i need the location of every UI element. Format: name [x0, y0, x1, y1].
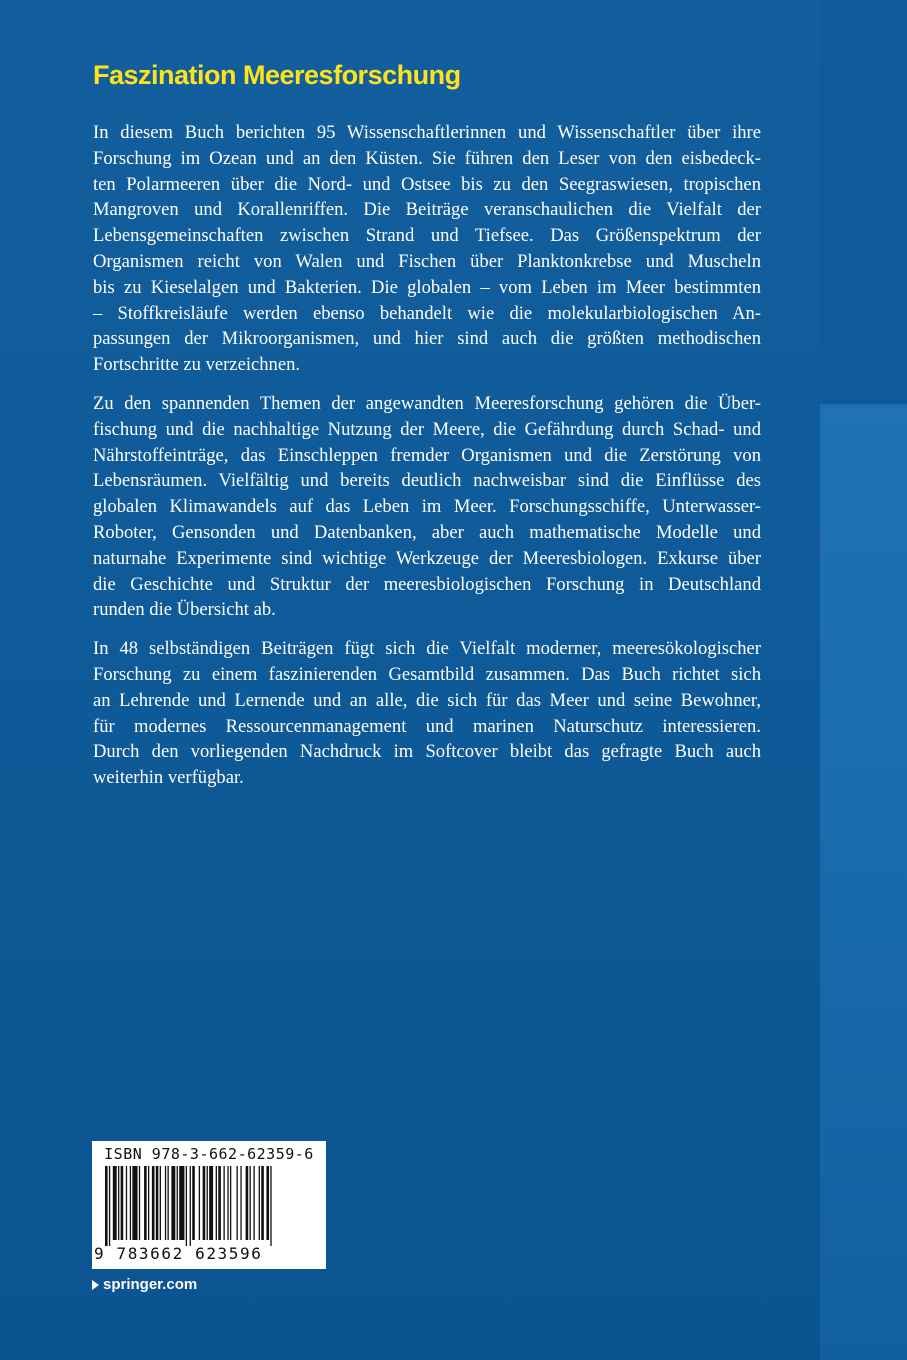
barcode-bar [209, 1166, 213, 1240]
blurb-paragraph-1 [93, 120, 761, 378]
barcode-bar [259, 1166, 260, 1240]
barcode-bar [223, 1166, 224, 1240]
barcode-bar [218, 1166, 221, 1240]
text-line: bis zu Kieselalgen und Bakterien. Die globalen – vom Leben im Meer bestimmten [93, 276, 761, 298]
barcode-bar [121, 1166, 124, 1240]
decorative-band-top [820, 0, 907, 404]
barcode-bar [190, 1166, 191, 1246]
text-line: globalen Klimawandels auf das Leben im Meer. Forschungsschiffe, Unterwasser- [93, 496, 761, 518]
isbn-label: ISBN 978-3-662-62359-6 [104, 1145, 314, 1163]
text-line: naturnahe Experimente sind wichtige Werkzeuge der Meeresbiologen. Exkurse über [93, 547, 761, 569]
text-line: In diesem Buch berichten 95 Wissenschaftlerinnen und Wissenschaftler über ihre [93, 122, 761, 143]
text-line: Zu den spannenden Themen der angewandten Meeresforschung gehören die Über- [93, 392, 761, 414]
blurb-paragraph-2 [93, 391, 761, 623]
text-line: Roboter, Gensonden und Datenbanken, aber auch mathematische Modelle und [93, 521, 761, 543]
text-line: In 48 selbständigen Beiträgen fügt sich die Vielfalt moderner, meeresökologischer [93, 638, 761, 660]
barcode-bar [179, 1166, 184, 1240]
text-line: – Stoffkreisläufe werden ebenso behandelt wie die molekularbiologischen An- [93, 302, 761, 324]
barcode-bar [144, 1166, 147, 1240]
barcode-bar [240, 1166, 241, 1240]
barcode-bar [230, 1166, 231, 1240]
barcode-bar [168, 1166, 169, 1240]
barcode-bar [253, 1166, 254, 1240]
text-line: Forschung zu einem faszinierenden Gesamtbild zusammen. Das Buch richtet sich [93, 663, 761, 685]
barcode-bar [186, 1166, 187, 1246]
text-line: Organismen reicht von Walen und Fischen über Planktonkrebse und Muscheln [93, 250, 761, 272]
book-title: Faszination Meeresforschung [93, 60, 461, 90]
text-line: runden die Übersicht ab. [93, 599, 276, 621]
barcode-bar [227, 1166, 228, 1240]
barcode-bar [160, 1166, 161, 1240]
text-line: für modernes Ressourcenmanagement und marinen Naturschutz interessieren. [93, 715, 761, 737]
blurb-paragraph-3 [93, 636, 761, 791]
blurb [93, 120, 761, 804]
barcode-digits: 9 783662 623596 [94, 1244, 263, 1263]
barcode-bar [237, 1166, 238, 1240]
barcode-bar [152, 1166, 155, 1240]
text-line: Mangroven und Korallenriffen. Die Beiträge veranschaulichen die Vielfalt der [93, 199, 761, 221]
barcode-bar [118, 1166, 119, 1240]
text-line: die Geschichte und Struktur der meeresbiologischen Forschung in Deutschland [93, 573, 761, 595]
barcode-bar [156, 1166, 159, 1240]
barcode-bar [132, 1166, 137, 1240]
text-line: Forschung im Ozean und an den Küsten. Sie führen den Leser von den eisbedeck- [93, 147, 761, 169]
barcode-bar [270, 1166, 271, 1246]
barcode-bar [148, 1166, 149, 1240]
barcode-bar [109, 1166, 110, 1246]
barcode-bar [113, 1166, 117, 1240]
barcode-bar [105, 1166, 108, 1246]
barcode-bar [192, 1166, 195, 1240]
barcode-bar [250, 1166, 251, 1240]
barcode-bar [126, 1166, 127, 1240]
text-line: passungen der Mikroorganismen, und hier sind auch die größten methodischen [93, 328, 761, 350]
isbn-barcode [92, 1141, 326, 1269]
barcode-bar [165, 1166, 166, 1240]
barcode-bar [246, 1166, 249, 1240]
text-line: Fortschritte zu verzeichnen. [93, 354, 301, 376]
barcode-bar [130, 1166, 131, 1240]
barcode-bar [171, 1166, 175, 1240]
barcode-bar [207, 1166, 208, 1240]
text-line: fischung und die nachhaltige Nutzung der Meere, die Gefährdung durch Schad- und [93, 418, 761, 440]
text-line: Lebensgemeinschaften zwischen Strand und Tiefsee. Das Größenspektrum der [93, 225, 761, 247]
barcode-bar [139, 1166, 140, 1240]
barcode-bars [105, 1166, 313, 1246]
barcode-bar [216, 1166, 217, 1240]
text-line: weiterhin verfügbar. [93, 767, 244, 789]
text-line: ten Polarmeeren über die Nord- und Ostsee bis zu den Seegraswiesen, tropischen [93, 173, 761, 195]
text-line: Nährstoffeinträge, das Einschleppen fremder Organismen und die Zerstörung von [93, 444, 761, 466]
barcode-bar [266, 1166, 269, 1240]
text-line: Lebensräumen. Vielfältig und bereits deutlich nachweisbar sind die Einflüsse des [93, 470, 761, 492]
text-line: an Lehrende und Lernende und an alle, die sich für das Meer und seine Bewohner, [93, 689, 761, 711]
text-line: Durch den vorliegenden Nachdruck im Softcover bleibt das gefragte Buch auch [93, 741, 761, 763]
barcode-bar [203, 1166, 206, 1240]
publisher-link-label: springer.com [103, 1276, 198, 1293]
barcode-bar [177, 1166, 178, 1240]
arrow-right-icon [92, 1280, 99, 1290]
barcode-bar [261, 1166, 264, 1240]
barcode-bar [199, 1166, 200, 1240]
publisher-link[interactable] [92, 1276, 197, 1293]
